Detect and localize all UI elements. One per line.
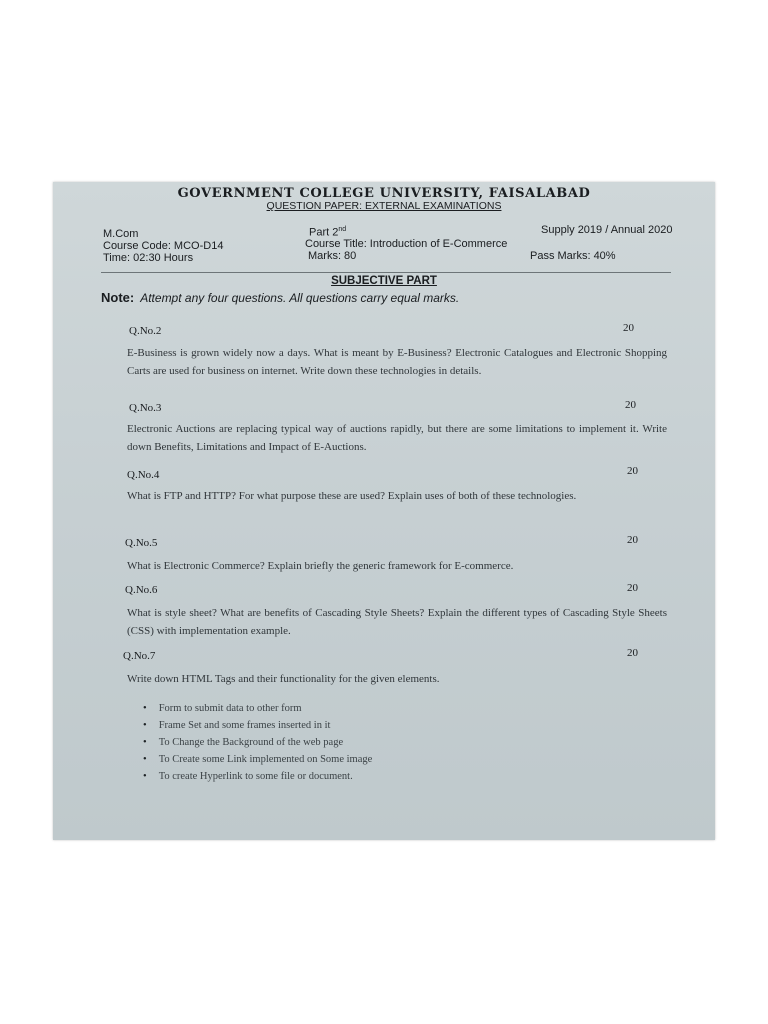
list-item: • To create Hyperlink to some file or document. [143, 768, 372, 785]
question-number: Q.No.6 [125, 584, 158, 596]
question-marks: 20 [625, 399, 636, 411]
question-number: Q.No.5 [125, 537, 158, 549]
question-marks: 20 [627, 465, 638, 477]
program: M.Com [103, 228, 139, 240]
question-text: Electronic Auctions are replacing typical way of auctions rapidly, but there are some limitations to implement it. Write down Benefits, Limitations and Impact of E-Auctions. [127, 423, 667, 453]
question-text: What is style sheet? What are benefits of Cascading Style Sheets? Explain the different types of Cascading Style Sheets (CSS) with implementation example. [127, 607, 667, 637]
question-number: Q.No.4 [127, 469, 160, 481]
list-item: • To Change the Background of the web page [143, 734, 372, 751]
question-marks: 20 [623, 322, 634, 334]
question-text: What is FTP and HTTP? For what purpose these are used? Explain uses of both of these technologies. [127, 490, 577, 502]
paper-type: QUESTION PAPER: EXTERNAL EXAMINATIONS [266, 200, 502, 212]
question-number: Q.No.3 [129, 402, 162, 414]
exam-time: Time: 02:30 Hours [103, 252, 194, 264]
question-marks: 20 [627, 647, 638, 659]
part: Part 2nd [309, 226, 347, 239]
question-text: Write down HTML Tags and their functionality for the given elements. [127, 673, 440, 685]
question-marks: 20 [627, 582, 638, 594]
question-number: Q.No.2 [129, 325, 162, 337]
session: Supply 2019 / Annual 2020 [541, 224, 673, 236]
exam-paper [53, 182, 715, 840]
list-item: • Frame Set and some frames inserted in it [143, 717, 372, 734]
question-text: E-Business is grown widely now a days. What is meant by E-Business? Electronic Catalogues and Electronic Shopping Carts are used for business on internet. Write down these technologies in details. [127, 347, 667, 377]
question-marks: 20 [627, 534, 638, 546]
course-code: Course Code: MCO-D14 [103, 240, 224, 252]
question-number: Q.No.7 [123, 650, 156, 662]
pass-marks: Pass Marks: 40% [530, 250, 616, 262]
divider [101, 272, 671, 273]
total-marks: Marks: 80 [308, 250, 357, 262]
question-text: What is Electronic Commerce? Explain briefly the generic framework for E-commerce. [127, 560, 514, 572]
section-title: SUBJECTIVE PART [331, 275, 437, 287]
q7-element-list [143, 700, 372, 785]
list-item: • Form to submit data to other form [143, 700, 372, 717]
note: Note: Attempt any four questions. All questions carry equal marks. [101, 290, 460, 305]
course-title: Course Title: Introduction of E-Commerce [305, 238, 508, 250]
university-title: GOVERNMENT COLLEGE UNIVERSITY, FAISALABAD [177, 186, 591, 201]
list-item: • To Create some Link implemented on Some image [143, 751, 372, 768]
